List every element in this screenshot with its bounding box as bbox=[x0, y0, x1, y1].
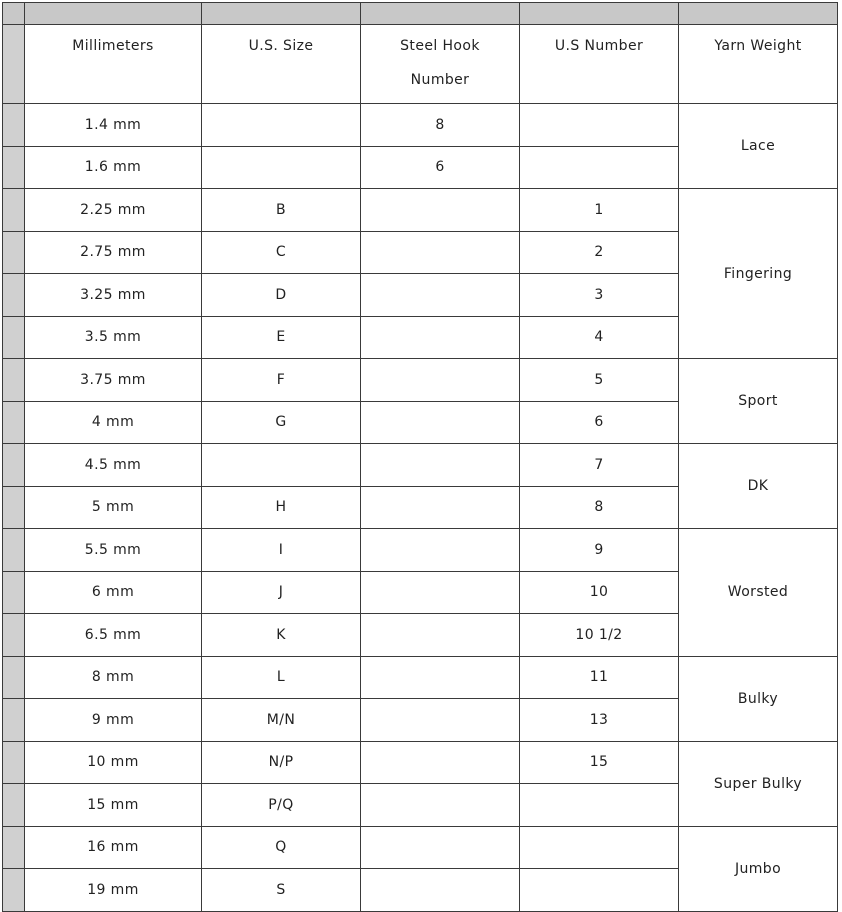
gutter-cell bbox=[3, 359, 25, 402]
table-row bbox=[3, 826, 838, 869]
cell-steel-hook-number bbox=[361, 486, 520, 529]
gray-bar-cell bbox=[520, 3, 679, 25]
cell-us-size bbox=[202, 104, 361, 147]
gutter-cell bbox=[3, 274, 25, 317]
gray-bar-cell bbox=[25, 3, 202, 25]
cell-us-size: Q bbox=[202, 826, 361, 869]
cell-millimeters: 16 mm bbox=[25, 826, 202, 869]
cell-steel-hook-number bbox=[361, 656, 520, 699]
cell-us-size: K bbox=[202, 614, 361, 657]
cell-yarn-weight: DK bbox=[679, 444, 838, 529]
table-row bbox=[3, 656, 838, 699]
cell-steel-hook-number bbox=[361, 401, 520, 444]
gutter-cell bbox=[3, 486, 25, 529]
cell-steel-hook-number bbox=[361, 741, 520, 784]
cell-us-size: M/N bbox=[202, 699, 361, 742]
cell-us-number: 4 bbox=[520, 316, 679, 359]
cell-us-size: S bbox=[202, 869, 361, 912]
table-row bbox=[3, 741, 838, 784]
cell-us-size: P/Q bbox=[202, 784, 361, 827]
gutter-cell bbox=[3, 146, 25, 189]
cell-steel-hook-number bbox=[361, 784, 520, 827]
gutter-cell bbox=[3, 25, 25, 104]
cell-steel-hook-number bbox=[361, 699, 520, 742]
cell-us-size: B bbox=[202, 189, 361, 232]
cell-millimeters: 8 mm bbox=[25, 656, 202, 699]
gray-bar-cell bbox=[679, 3, 838, 25]
cell-us-number: 11 bbox=[520, 656, 679, 699]
cell-us-size: H bbox=[202, 486, 361, 529]
cell-millimeters: 5.5 mm bbox=[25, 529, 202, 572]
table-row bbox=[3, 189, 838, 232]
cell-millimeters: 3.75 mm bbox=[25, 359, 202, 402]
cell-us-number: 1 bbox=[520, 189, 679, 232]
column-header-row bbox=[3, 25, 838, 104]
cell-us-size: F bbox=[202, 359, 361, 402]
cell-us-size: G bbox=[202, 401, 361, 444]
cell-millimeters: 1.4 mm bbox=[25, 104, 202, 147]
cell-us-number: 10 1/2 bbox=[520, 614, 679, 657]
cell-yarn-weight: Bulky bbox=[679, 656, 838, 741]
cell-millimeters: 9 mm bbox=[25, 699, 202, 742]
cell-steel-hook-number bbox=[361, 359, 520, 402]
cell-steel-hook-number bbox=[361, 444, 520, 487]
cell-millimeters: 15 mm bbox=[25, 784, 202, 827]
gutter-cell bbox=[3, 571, 25, 614]
gutter-cell bbox=[3, 784, 25, 827]
cell-millimeters: 10 mm bbox=[25, 741, 202, 784]
header-steel-hook-number: Steel Hook Number bbox=[361, 25, 520, 104]
cell-us-size: E bbox=[202, 316, 361, 359]
gutter-cell bbox=[3, 699, 25, 742]
cell-us-number: 5 bbox=[520, 359, 679, 402]
gray-bar-cell bbox=[202, 3, 361, 25]
cell-steel-hook-number: 8 bbox=[361, 104, 520, 147]
cell-us-number: 10 bbox=[520, 571, 679, 614]
cell-millimeters: 19 mm bbox=[25, 869, 202, 912]
gutter-cell bbox=[3, 104, 25, 147]
cell-steel-hook-number bbox=[361, 231, 520, 274]
gutter-cell bbox=[3, 316, 25, 359]
cell-us-number: 2 bbox=[520, 231, 679, 274]
cell-yarn-weight: Sport bbox=[679, 359, 838, 444]
cell-steel-hook-number bbox=[361, 614, 520, 657]
cell-millimeters: 3.5 mm bbox=[25, 316, 202, 359]
hook-size-table-wrapper bbox=[2, 2, 842, 912]
gutter-cell bbox=[3, 401, 25, 444]
cell-us-number: 8 bbox=[520, 486, 679, 529]
gutter-cell bbox=[3, 444, 25, 487]
cell-millimeters: 4 mm bbox=[25, 401, 202, 444]
cell-steel-hook-number: 6 bbox=[361, 146, 520, 189]
table-row bbox=[3, 444, 838, 487]
cell-millimeters: 6 mm bbox=[25, 571, 202, 614]
cell-millimeters: 1.6 mm bbox=[25, 146, 202, 189]
cell-yarn-weight: Worsted bbox=[679, 529, 838, 657]
cell-steel-hook-number bbox=[361, 529, 520, 572]
cell-us-number: 13 bbox=[520, 699, 679, 742]
header-us-size: U.S. Size bbox=[202, 25, 361, 104]
cell-millimeters: 2.25 mm bbox=[25, 189, 202, 232]
cell-us-size bbox=[202, 444, 361, 487]
cell-us-number bbox=[520, 826, 679, 869]
cell-steel-hook-number bbox=[361, 826, 520, 869]
table-row bbox=[3, 104, 838, 147]
header-millimeters: Millimeters bbox=[25, 25, 202, 104]
cell-us-number: 6 bbox=[520, 401, 679, 444]
cell-steel-hook-number bbox=[361, 189, 520, 232]
table-body bbox=[3, 3, 838, 912]
cell-yarn-weight: Fingering bbox=[679, 189, 838, 359]
table-row bbox=[3, 529, 838, 572]
cell-us-size: L bbox=[202, 656, 361, 699]
cell-millimeters: 6.5 mm bbox=[25, 614, 202, 657]
cell-us-size: N/P bbox=[202, 741, 361, 784]
cell-us-size: J bbox=[202, 571, 361, 614]
gutter-cell bbox=[3, 741, 25, 784]
cell-yarn-weight: Super Bulky bbox=[679, 741, 838, 826]
gray-bar-cell bbox=[361, 3, 520, 25]
cell-millimeters: 5 mm bbox=[25, 486, 202, 529]
cell-us-size bbox=[202, 146, 361, 189]
gutter-cell bbox=[3, 529, 25, 572]
gutter-cell bbox=[3, 3, 25, 25]
cell-steel-hook-number bbox=[361, 316, 520, 359]
table-row bbox=[3, 359, 838, 402]
gutter-cell bbox=[3, 614, 25, 657]
cell-us-number: 7 bbox=[520, 444, 679, 487]
header-us-number: U.S Number bbox=[520, 25, 679, 104]
header-yarn-weight: Yarn Weight bbox=[679, 25, 838, 104]
cell-us-number bbox=[520, 784, 679, 827]
cell-us-number bbox=[520, 869, 679, 912]
cell-steel-hook-number bbox=[361, 274, 520, 317]
cell-millimeters: 2.75 mm bbox=[25, 231, 202, 274]
cell-yarn-weight: Jumbo bbox=[679, 826, 838, 911]
gutter-cell bbox=[3, 189, 25, 232]
top-gray-bar bbox=[3, 3, 838, 25]
gutter-cell bbox=[3, 231, 25, 274]
cell-millimeters: 4.5 mm bbox=[25, 444, 202, 487]
cell-us-number bbox=[520, 104, 679, 147]
cell-us-number: 15 bbox=[520, 741, 679, 784]
cell-us-number: 3 bbox=[520, 274, 679, 317]
cell-us-number: 9 bbox=[520, 529, 679, 572]
cell-us-size: C bbox=[202, 231, 361, 274]
cell-steel-hook-number bbox=[361, 571, 520, 614]
cell-steel-hook-number bbox=[361, 869, 520, 912]
gutter-cell bbox=[3, 656, 25, 699]
gutter-cell bbox=[3, 826, 25, 869]
cell-us-size: D bbox=[202, 274, 361, 317]
cell-us-number bbox=[520, 146, 679, 189]
cell-us-size: I bbox=[202, 529, 361, 572]
hook-size-table bbox=[2, 2, 838, 912]
cell-millimeters: 3.25 mm bbox=[25, 274, 202, 317]
gutter-cell bbox=[3, 869, 25, 912]
cell-yarn-weight: Lace bbox=[679, 104, 838, 189]
